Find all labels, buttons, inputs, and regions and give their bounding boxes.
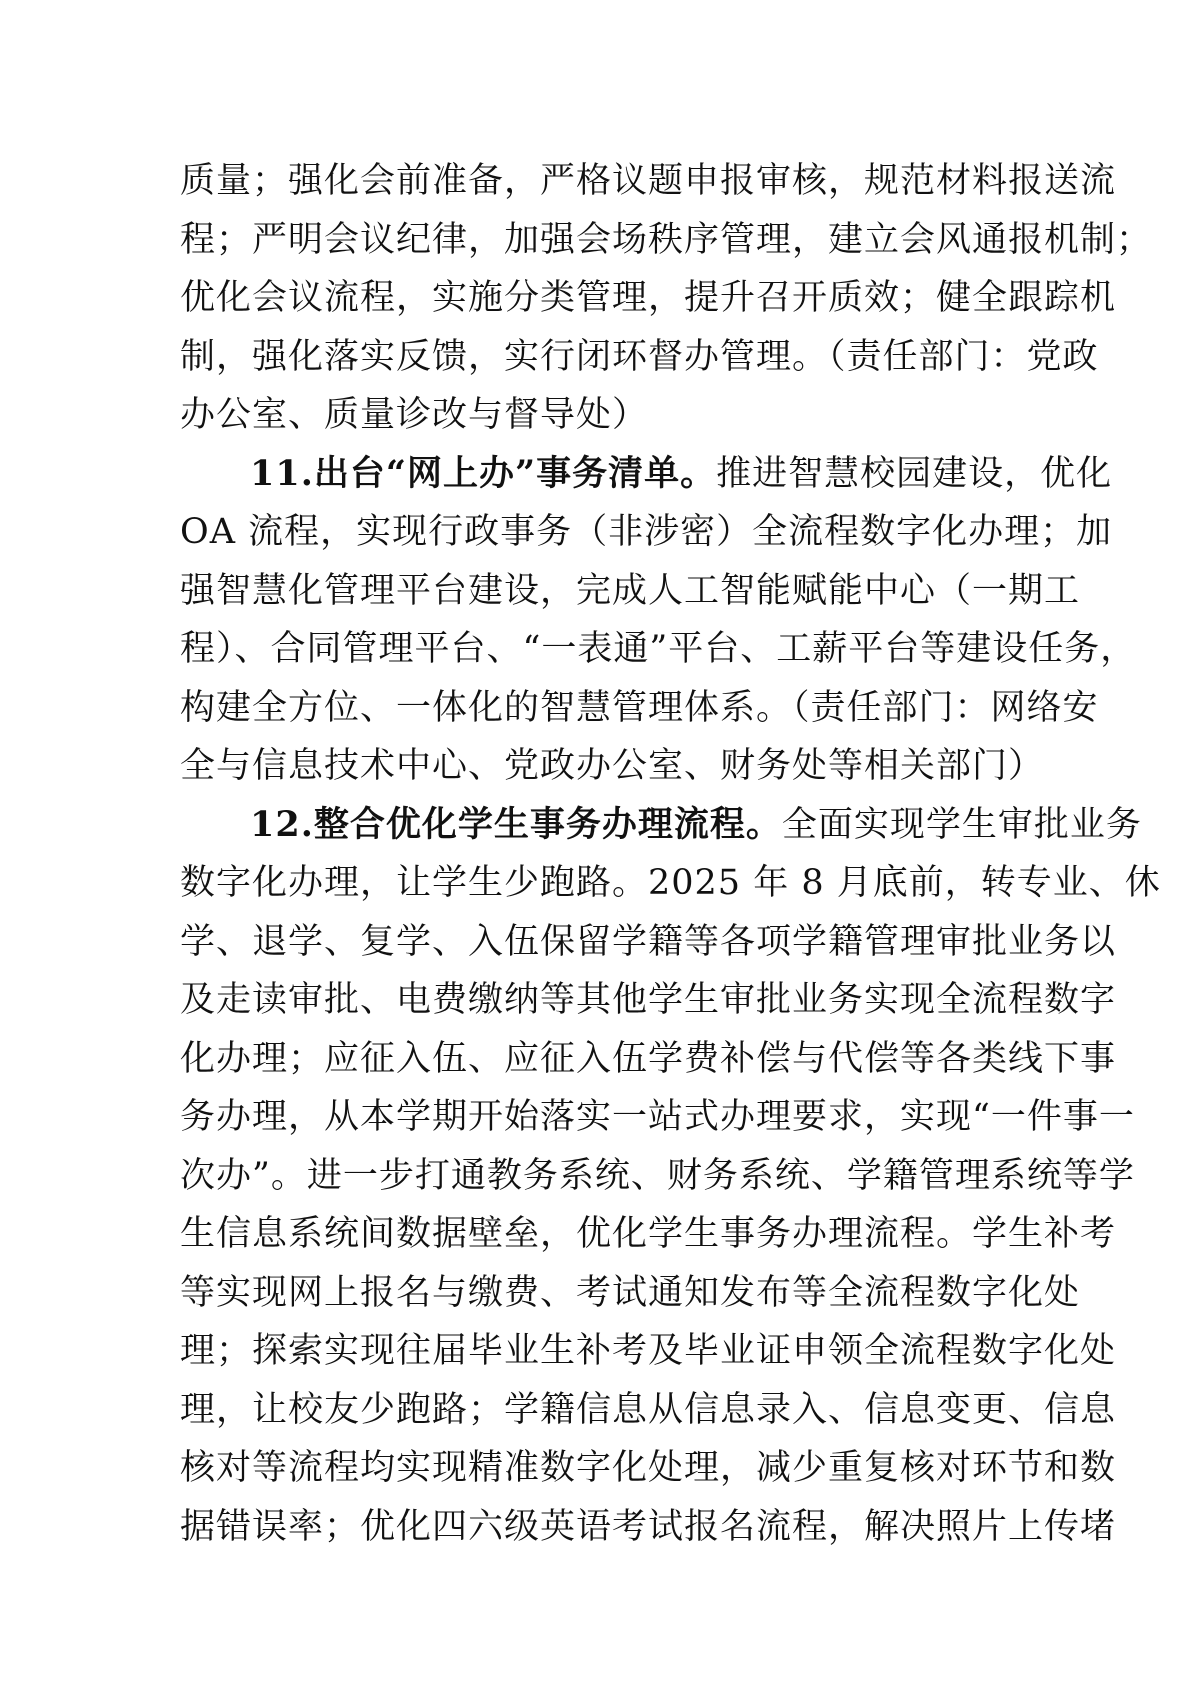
text-line: 数字化办理，让学生少跑路。2025 年 8 月底前，转专业、休 [180, 863, 1161, 903]
text-line: 优化会议流程，实施分类管理，提升召开质效；健全跟踪机 [180, 278, 1117, 318]
text-line: 生信息系统间数据壁垒，优化学生事务办理流程。学生补考 [180, 1214, 1117, 1254]
text-line: 全与信息技术中心、党政办公室、财务处等相关部门） [180, 746, 1045, 786]
paragraph-meeting-quality [180, 152, 1153, 445]
paragraph-item-11 [180, 445, 1137, 796]
text-line: 制，强化落实反馈，实行闭环督办管理。（责任部门：党政 [180, 336, 1099, 377]
text-line: 据错误率；优化四六级英语考试报名流程，解决照片上传堵 [180, 1506, 1117, 1547]
text-line: 程）、合同管理平台、“一表通”平台、工薪平台等建设任务， [180, 629, 1137, 669]
text-line [180, 445, 1113, 504]
text-line: 次办”。进一步打通教务系统、财务系统、学籍管理系统等学 [180, 1155, 1135, 1196]
text-line: 办公室、质量诊改与督导处） [180, 395, 649, 435]
text-line: 强智慧化管理平台建设，完成人工智能赋能中心（一期工 [180, 570, 1081, 611]
text-line: 理，让校友少跑路；学籍信息从信息录入、信息变更、信息 [180, 1389, 1117, 1430]
text-line: 等实现网上报名与缴费、考试通知发布等全流程数字化处 [180, 1272, 1081, 1313]
paragraph-item-12 [180, 796, 1161, 1557]
text-line: 及走读审批、电费缴纳等其他学生审批业务实现全流程数字 [180, 980, 1117, 1020]
text-line: 化办理；应征入伍、应征入伍学费补偿与代偿等各类线下事 [180, 1038, 1117, 1079]
item-heading: 11.出台“网上办”事务清单。 [250, 452, 717, 494]
document-page [180, 152, 1161, 1556]
text-line: OA 流程，实现行政事务（非涉密）全流程数字化办理；加 [180, 512, 1113, 552]
item-heading: 12.整合优化学生事务办理流程。 [250, 803, 782, 845]
item-text: 推进智慧校园建设，优化 [716, 453, 1113, 494]
text-line: 质量；强化会前准备，严格议题申报审核，规范材料报送流 [180, 161, 1117, 201]
text-line: 务办理，从本学期开始落实一站式办理要求，实现“一件事一 [180, 1097, 1135, 1137]
text-line: 理；探索实现往届毕业生补考及毕业证申领全流程数字化处 [180, 1331, 1117, 1371]
text-line: 构建全方位、一体化的智慧管理体系。（责任部门：网络安 [180, 687, 1099, 728]
text-line: 学、退学、复学、入伍保留学籍等各项学籍管理审批业务以 [180, 921, 1117, 962]
text-line [180, 796, 1142, 855]
text-line: 程；严明会议纪律，加强会场秩序管理，建立会风通报机制； [180, 219, 1153, 260]
item-text: 全面实现学生审批业务 [781, 804, 1142, 845]
text-line: 核对等流程均实现精准数字化处理，减少重复核对环节和数 [180, 1448, 1117, 1488]
